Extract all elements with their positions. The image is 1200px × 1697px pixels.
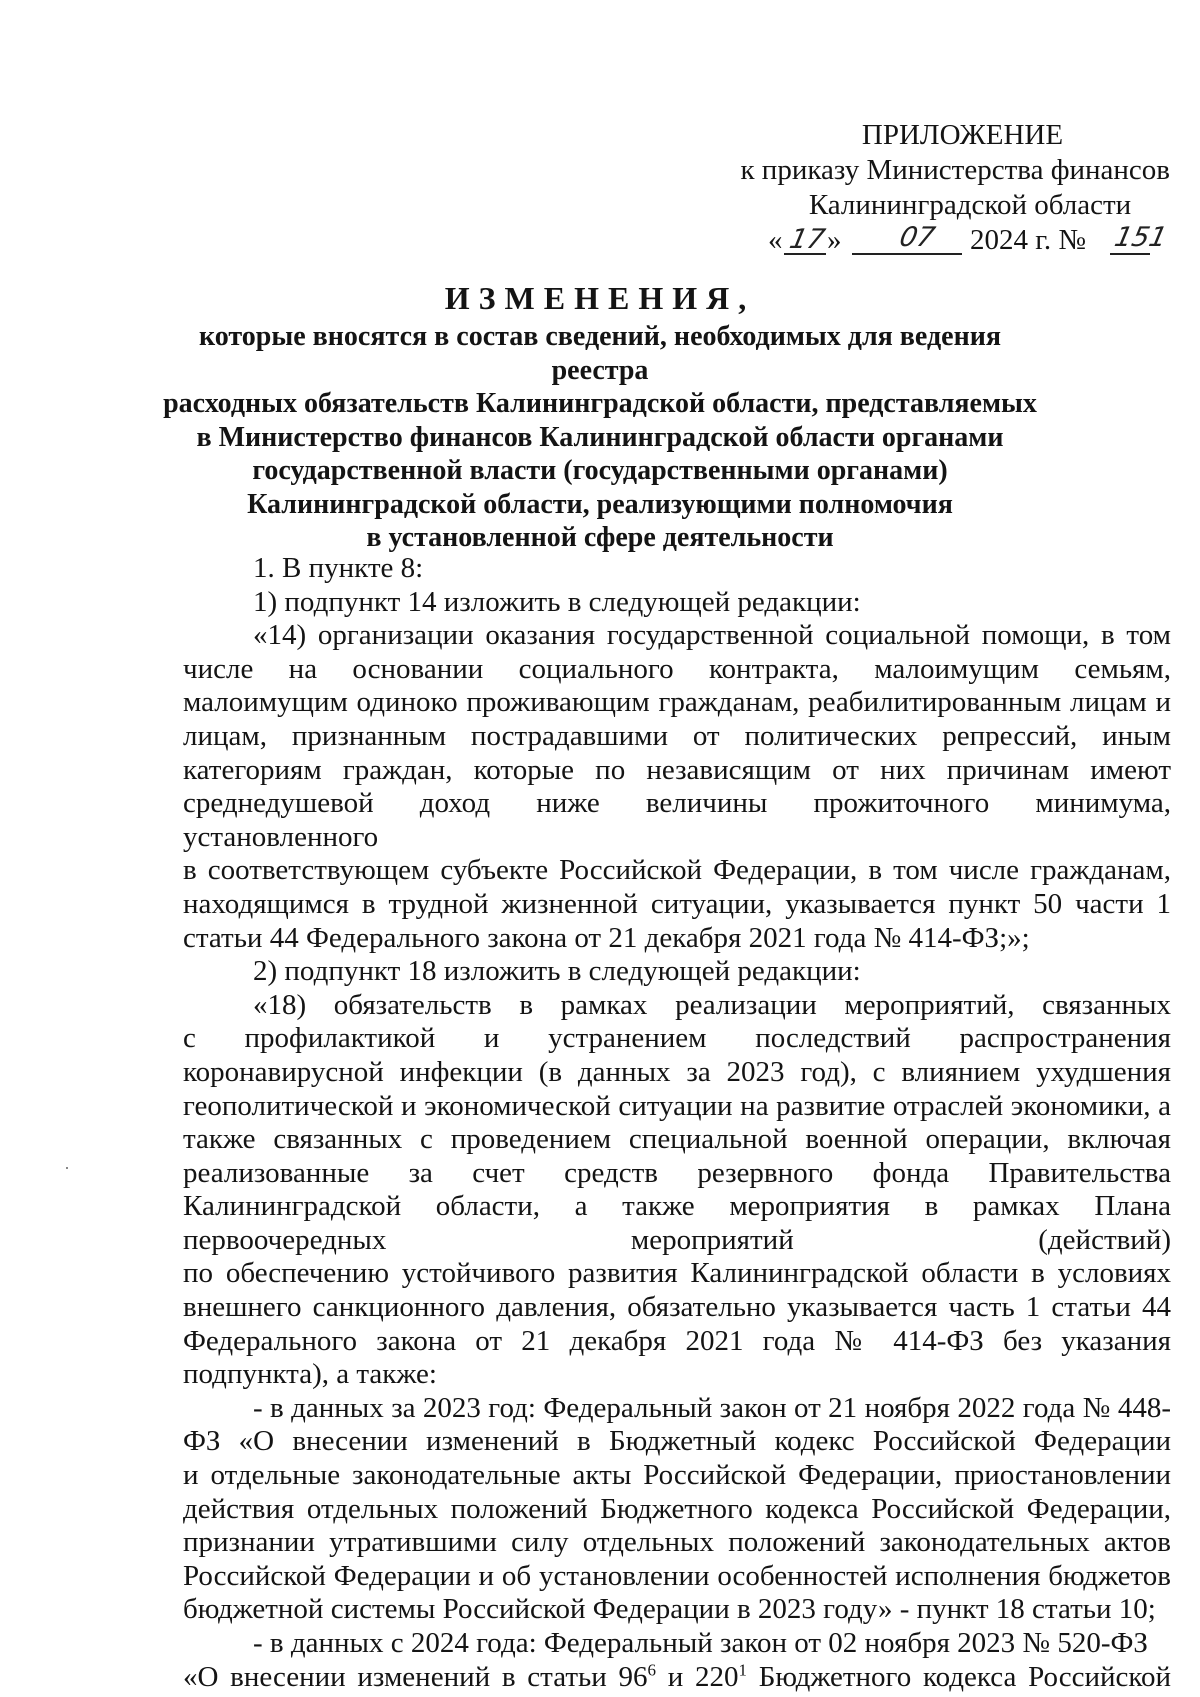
title-line: государственной власти (государственными органами) bbox=[252, 455, 948, 486]
day-underline bbox=[784, 253, 826, 255]
paragraph-subpoint-2: 2) подпункт 18 изложить в следующей редакции: bbox=[253, 955, 861, 988]
title-line: в установленной сфере деятельности bbox=[366, 522, 834, 553]
paragraph-subpoint-1: 1) подпункт 14 изложить в следующей редакции: bbox=[253, 585, 861, 618]
scan-speck bbox=[66, 1167, 68, 1169]
paragraph-law-2024-cont bbox=[183, 1661, 1171, 1695]
appendix-title: ПРИЛОЖЕНИЕ bbox=[861, 119, 1064, 151]
handwritten-number: 151 bbox=[1111, 222, 1170, 253]
open-quote: « bbox=[768, 224, 783, 256]
paragraph-law-2023: - в данных за 2023 год: Федеральный закон от 21 ноября 2022 года № 448-ФЗ «О внесении изменений в Бюджетный кодекс Российской Федерации bbox=[183, 1391, 1171, 1458]
order-date-line bbox=[700, 223, 1170, 259]
superscript: 1 bbox=[738, 1659, 747, 1679]
document-title-block bbox=[150, 278, 1050, 555]
region-name: Калининградской области bbox=[808, 189, 1132, 221]
title-line: Калининградской области, реализующими полномочия bbox=[247, 488, 953, 520]
paragraph-point-1: 1. В пункте 8: bbox=[253, 552, 424, 584]
paragraph-subpoint-18-text-cont: с профилактикой и устранением последствий распространения коронавирусной инфекции (в данных за 2023 год), с влиянием ухудшения геополитической и экономической ситуации на развитие отраслей экономики, а также связанных с проведением специальной военной операции, включая реализованные за счет средств резервного фонда Правительства Калининградской области, а также мероприятия в рамках Плана первоочередных мероприятий (действий) bbox=[183, 1022, 1171, 1256]
law-2024-text: и 220 bbox=[655, 1660, 739, 1693]
superscript: 6 bbox=[647, 1659, 656, 1679]
paragraph-subpoint-14-text: «14) организации оказания государственной социальной помощи, в том числе на основании социального контракта, малоимущим семьям, малоимущим одиноко проживающим гражданам, реабилитированным лицам и лицам, признанным пострадавшими от политических репрессий, иным категориям граждан, которые по независящим от них причинам имеют среднедушевой доход ниже величины прожиточного минимума, установленного bbox=[183, 619, 1171, 853]
title-line: в Министерство финансов Калининградской области органами bbox=[196, 421, 1004, 453]
month-underline bbox=[852, 253, 962, 255]
order-reference: к приказу Министерства финансов bbox=[740, 154, 1170, 186]
close-quote: » bbox=[827, 224, 842, 256]
title-line: которые вносятся в состав сведений, необходимых для ведения реестра bbox=[199, 321, 1001, 386]
document-title: ИЗМЕНЕНИЯ, bbox=[444, 280, 756, 316]
paragraph-law-2023-cont: и отдельные законодательные акты Российской Федерации, приостановлении действия отдельных положений Бюджетного кодекса Российской Федерации, признании утратившими силу отдельных положений законодательных актов Российской Федерации и об установлении особенностей исполнения бюджетов бюджетной системы Российской Федерации в 2023 году» - пункт 18 статьи 10; bbox=[183, 1459, 1171, 1626]
paragraph-subpoint-18-text: «18) обязательств в рамках реализации мероприятий, связанных bbox=[253, 988, 1171, 1021]
year-and-number-label: 2024 г. № bbox=[970, 224, 1087, 256]
handwritten-day: 17 bbox=[786, 224, 828, 255]
paragraph-subpoint-14-text-cont: в соответствующем субъекте Российской Федерации, в том числе гражданам, находящимся в трудной жизненной ситуации, указывается пункт 50 части 1 статьи 44 Федерального закона от 21 декабря 2021 года № 414-ФЗ;»; bbox=[183, 854, 1171, 954]
law-2024-text: «О внесении изменений в статьи 96 bbox=[183, 1660, 648, 1693]
handwritten-month: 07 bbox=[896, 222, 938, 253]
title-line: расходных обязательств Калининградской области, представляемых bbox=[163, 388, 1037, 419]
law-2024-text: Бюджетного кодекса Российской bbox=[747, 1660, 1172, 1693]
document-body bbox=[183, 552, 1171, 1694]
number-underline bbox=[1110, 253, 1150, 255]
paragraph-subpoint-18-text-cont2: по обеспечению устойчивого развития Калининградской области в условиях внешнего санкционного давления, обязательно указывается часть 1 статьи 44 Федерального закона от 21 декабря 2021 года № 414-ФЗ без указания подпункта), а также: bbox=[183, 1257, 1171, 1391]
appendix-header bbox=[700, 118, 1170, 259]
paragraph-law-2024: - в данных с 2024 года: Федеральный закон от 02 ноября 2023 № 520-ФЗ bbox=[253, 1627, 1148, 1659]
